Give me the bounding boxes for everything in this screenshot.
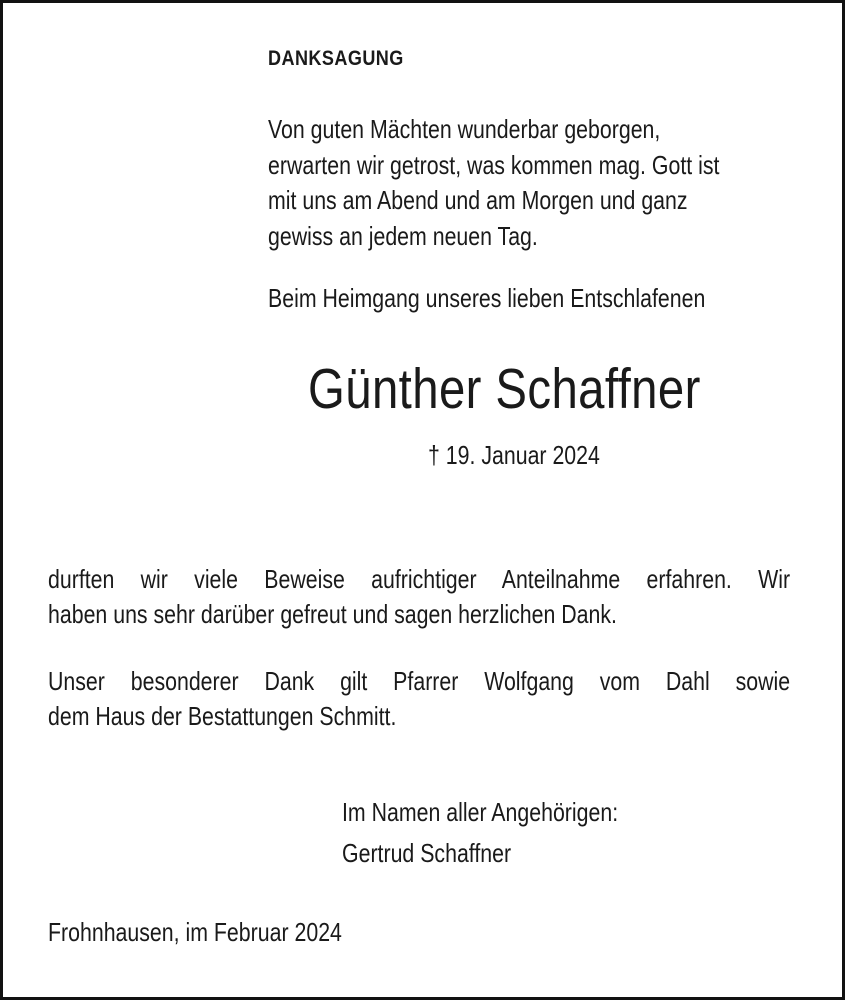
intro-text: Beim Heimgang unseres lieben Entschlafenen (268, 283, 706, 313)
deceased-name: Günther Schaffner (308, 357, 701, 421)
poem-line: gewiss an jedem neuen Tag. (268, 220, 538, 251)
poem-line: erwarten wir getrost, was kommen mag. Gott ist (268, 149, 720, 180)
signature-block (342, 792, 618, 874)
paragraph-line: Unser besonderer Dank gilt Pfarrer Wolfgang vom Dahl sowie (48, 666, 791, 696)
place-date: Frohnhausen, im Februar 2024 (48, 917, 342, 947)
notice-heading: DANKSAGUNG (268, 47, 404, 70)
poem-line: Von guten Mächten wunderbar geborgen, (268, 114, 661, 144)
poem-verse (268, 112, 776, 254)
paragraph-line: haben uns sehr darüber gefreut und sagen herzlichen Dank. (48, 599, 617, 629)
poem-line: mit uns am Abend und am Morgen und ganz (268, 185, 688, 215)
thanks-paragraph (48, 562, 790, 632)
paragraph-line: dem Haus der Bestattungen Schmitt. (48, 701, 397, 731)
special-thanks-paragraph (48, 664, 790, 734)
death-date: † 19. Januar 2024 (428, 440, 600, 470)
signature-intro: Im Namen aller Angehörigen: (342, 797, 619, 827)
paragraph-line: durften wir viele Beweise aufrichtiger Anteilnahme erfahren. Wir (48, 564, 791, 594)
signature-name: Gertrud Schaffner (342, 838, 512, 868)
